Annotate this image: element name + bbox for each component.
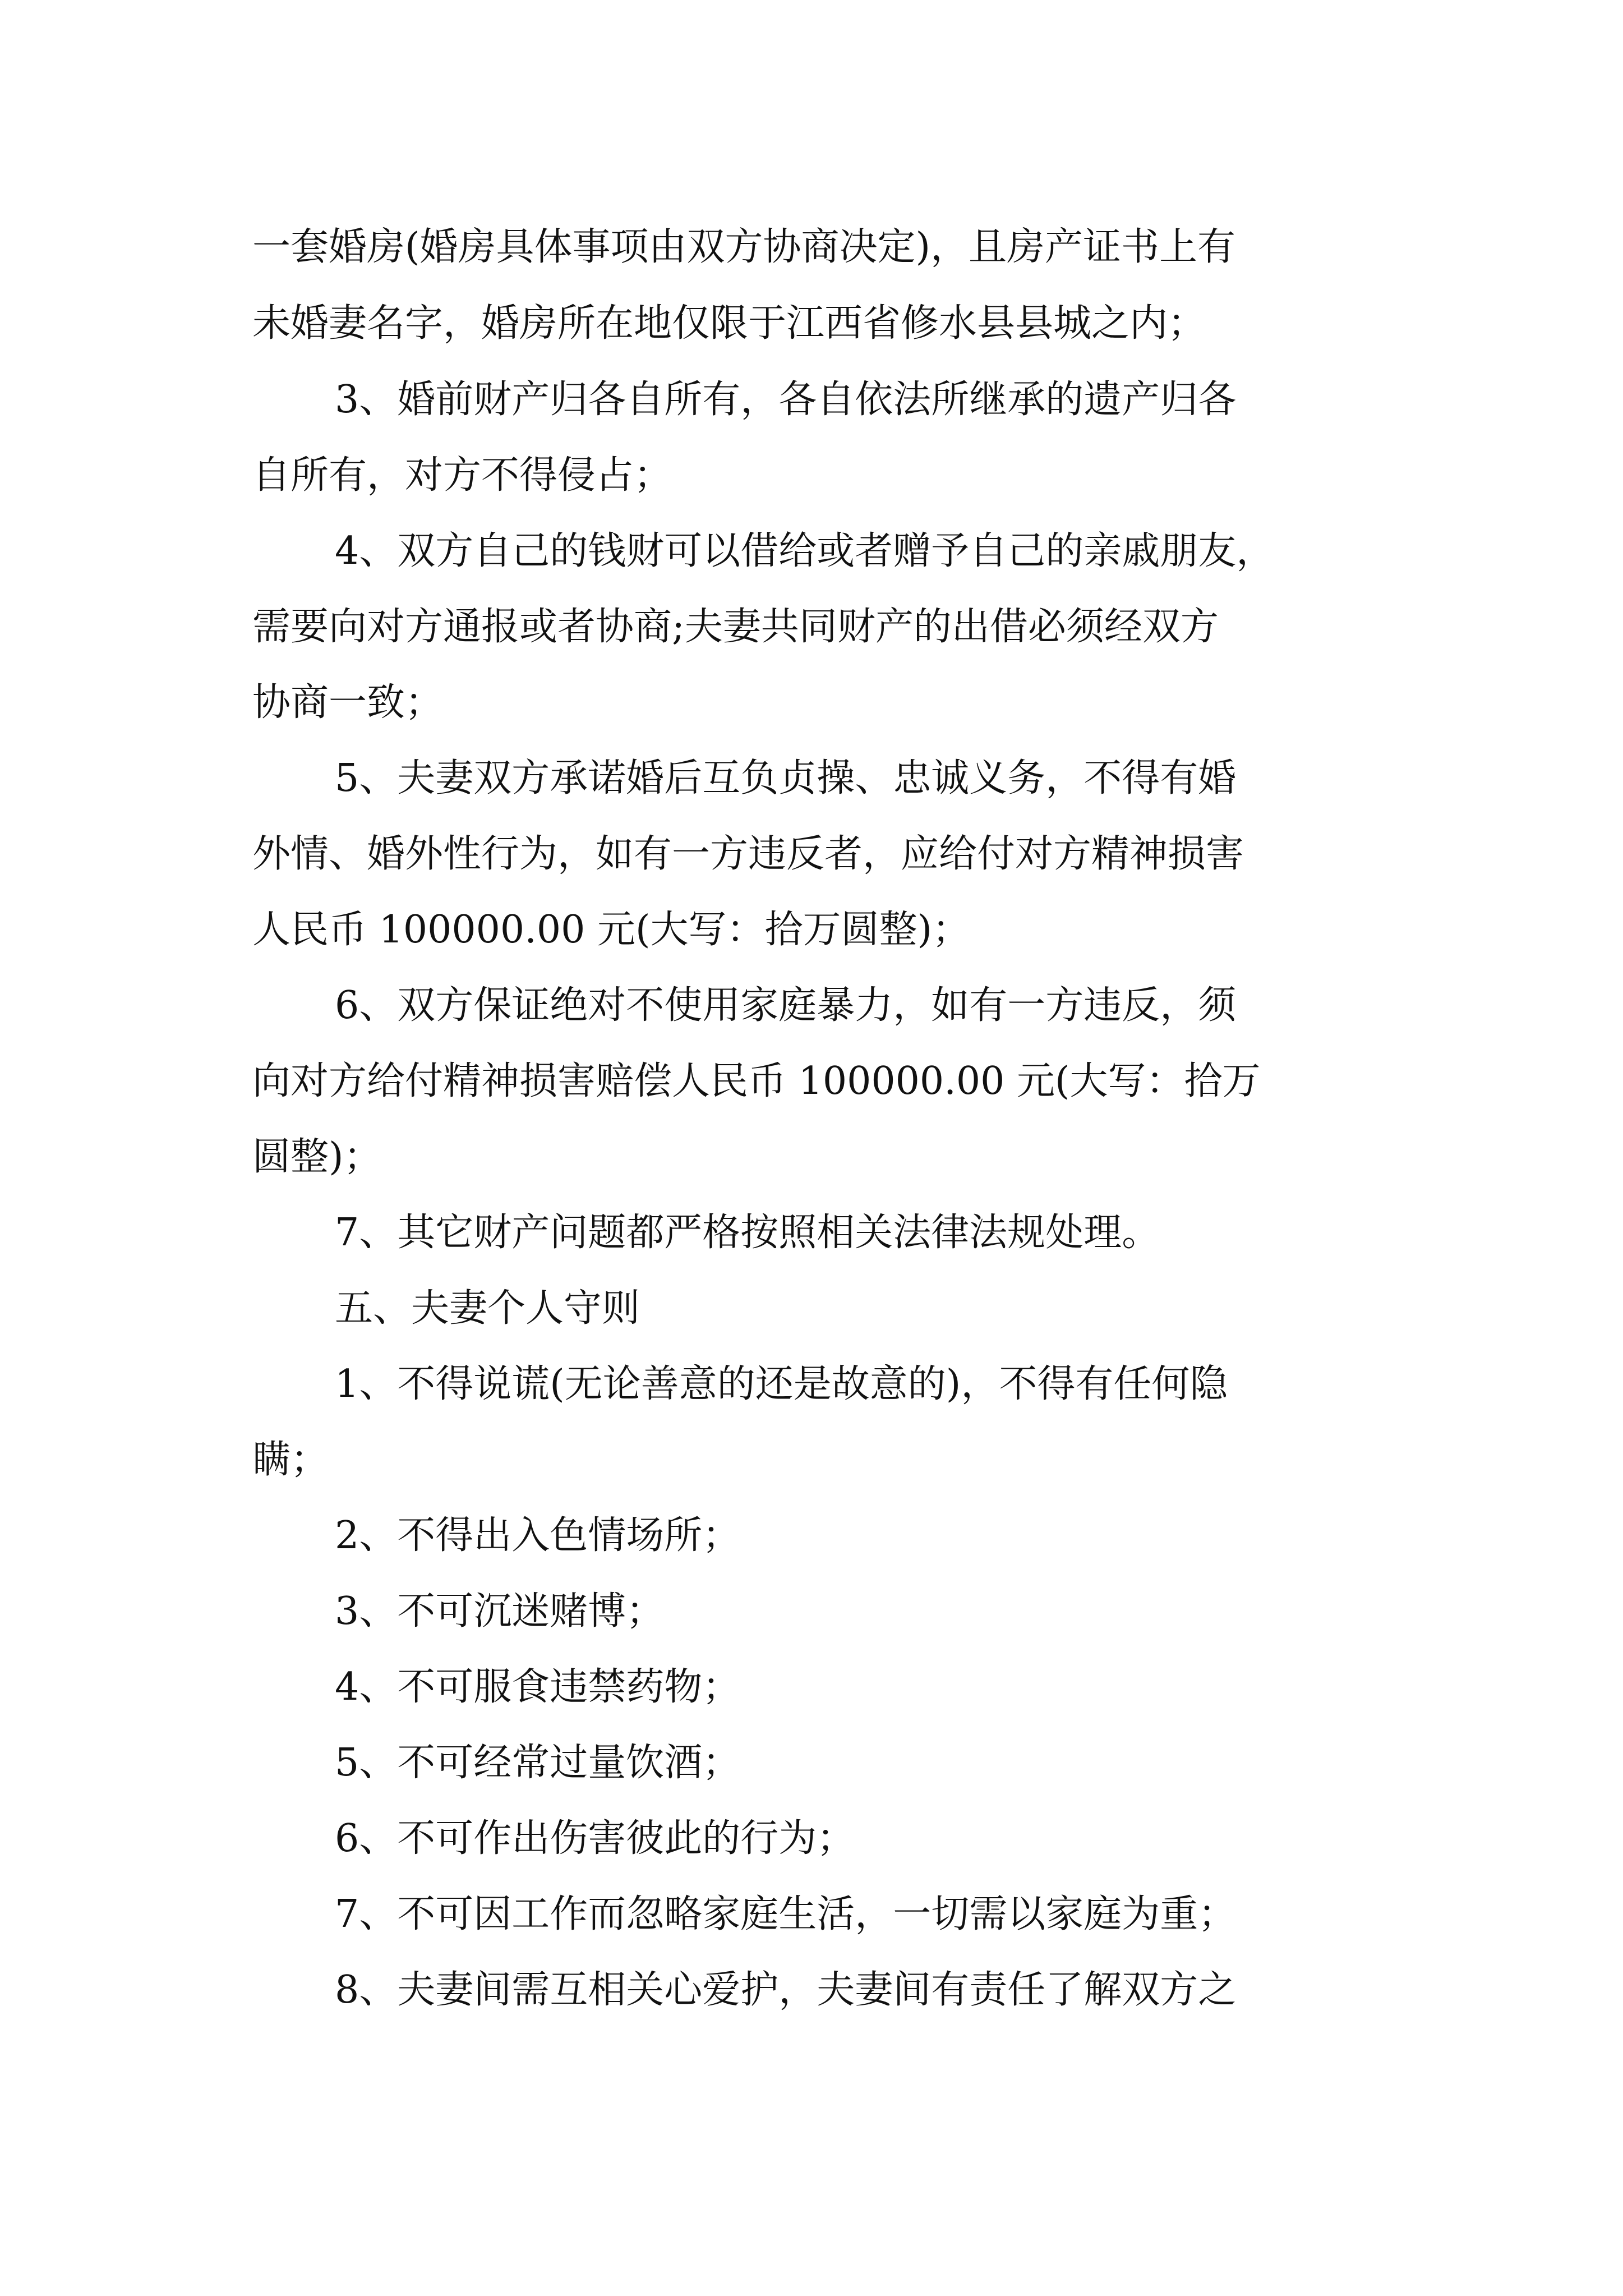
text-line: 6、不可作出伤害彼此的行为； [335,1816,855,1861]
text-line: 7、其它财产问题都严格按照相关法律法规处理。 [335,1211,1160,1255]
text-line: 7、不可因工作而忽略家庭生活，一切需以家庭为重； [335,1892,1237,1936]
text-line: 人民币 100000.00 元(大写：拾万圆整)； [252,908,971,952]
text-line: 需要向对方通报或者协商;夫妻共同财产的出借必须经双方 [252,605,1219,649]
text-line: 未婚妻名字，婚房所在地仅限于江西省修水县县城之内； [252,301,1206,346]
text-line: 4、不可服食违禁药物； [335,1665,741,1709]
text-line: 3、婚前财产归各自所有，各自依法所继承的遗产归各 [335,378,1237,422]
text-line: 1、不得说谎(无论善意的还是故意的)，不得有任何隐 [335,1362,1228,1406]
text-line: 向对方给付精神损害赔偿人民币 100000.00 元(大写：拾万 [252,1059,1261,1103]
text-line: 圆整)； [252,1135,382,1179]
text-line: 协商一致； [252,680,444,725]
text-line: 4、双方自己的钱财可以借给或者赠予自己的亲戚朋友， [335,529,1275,573]
text-line: 2、不得出入色情场所； [335,1513,741,1558]
text-line: 5、夫妻双方承诺婚后互负贞操、忠诚义务，不得有婚 [335,756,1237,800]
text-line: 自所有，对方不得侵占； [252,453,672,498]
text-line: 3、不可沉迷赌博； [335,1589,665,1634]
text-line: 8、夫妻间需互相关心爱护，夫妻间有责任了解双方之 [335,1968,1237,2012]
section-heading: 五、夫妻个人守则 [335,1286,640,1331]
text-line: 瞒； [252,1438,329,1482]
text-line: 一套婚房(婚房具体事项由双方协商决定)，且房产证书上有 [252,225,1236,269]
text-line: 外情、婚外性行为，如有一方违反者，应给付对方精神损害 [252,832,1244,876]
text-line: 5、不可经常过量饮酒； [335,1741,741,1785]
text-line: 6、双方保证绝对不使用家庭暴力，如有一方违反，须 [335,983,1237,1028]
